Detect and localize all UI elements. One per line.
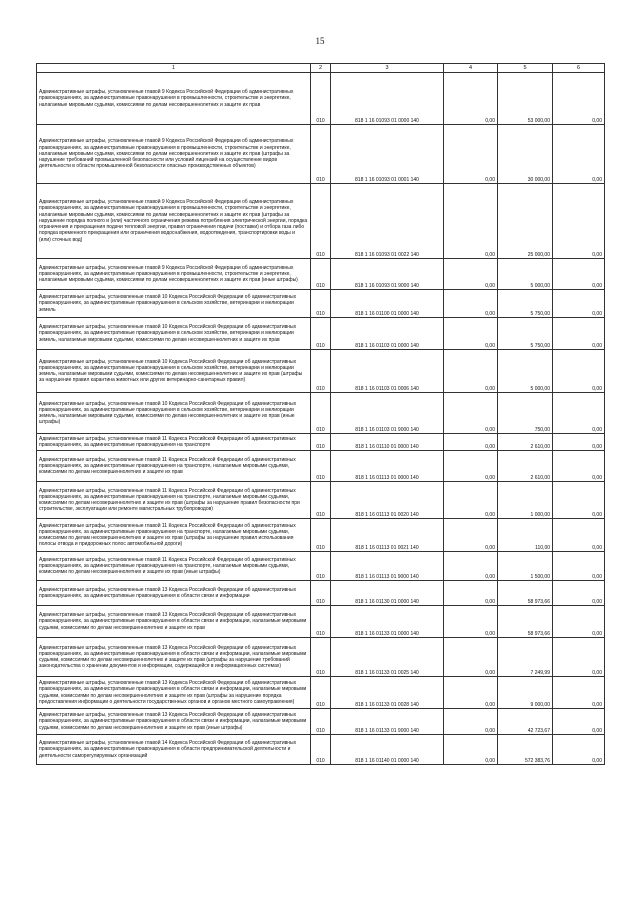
row-code: 010 xyxy=(311,434,331,451)
row-code: 010 xyxy=(311,519,331,552)
row-description: Административные штрафы, установленные главой 13 Кодекса Российской Федерации об административных правонарушениях, за административные правонарушения в области связи и информации, налагаемые мировыми судьями, комиссиями по делам несовершеннолетних и защите их прав (иные штрафы) xyxy=(37,709,311,735)
row-budget-code: 818 1 16 01133 01 0025 140 xyxy=(331,638,444,677)
row-code: 010 xyxy=(311,318,331,350)
row-budget-code: 818 1 16 01103 01 0000 140 xyxy=(331,318,444,350)
row-value-col6: 0,00 xyxy=(553,350,605,393)
row-value-col6: 0,00 xyxy=(553,677,605,709)
row-budget-code: 818 1 16 01133 01 0028 140 xyxy=(331,677,444,709)
row-value-col4: 0,00 xyxy=(444,735,498,765)
row-value-col4: 0,00 xyxy=(444,259,498,290)
table-row xyxy=(37,259,605,290)
row-value-col6: 0,00 xyxy=(553,290,605,318)
row-code: 010 xyxy=(311,393,331,434)
row-budget-code: 818 1 16 01133 01 9000 140 xyxy=(331,709,444,735)
row-budget-code: 818 1 16 01113 01 0020 140 xyxy=(331,482,444,519)
row-value-col4: 0,00 xyxy=(444,709,498,735)
row-budget-code: 818 1 16 01093 01 0000 140 xyxy=(331,73,444,125)
table-row xyxy=(37,638,605,677)
row-value-col4: 0,00 xyxy=(444,451,498,482)
row-value-col5: 2 610,00 xyxy=(498,451,553,482)
table-row xyxy=(37,318,605,350)
row-budget-code: 818 1 16 01100 01 0000 140 xyxy=(331,290,444,318)
column-header: 5 xyxy=(498,64,553,73)
row-value-col5: 5 000,00 xyxy=(498,259,553,290)
row-code: 010 xyxy=(311,638,331,677)
row-description: Административные штрафы, установленные главой 10 Кодекса Российской Федерации об административных правонарушениях, за административные правонарушения в сельском хозяйстве, ветеринарии и мелиорации земель, налагаемые мировыми судьями, комиссиями по делам несовершеннолетних и защите их прав (штрафы за нарушение правил карантина животных или других ветеринарно-санитарных правил) xyxy=(37,350,311,393)
row-budget-code: 818 1 16 01103 01 9000 140 xyxy=(331,393,444,434)
row-value-col5: 5 000,00 xyxy=(498,350,553,393)
table-row xyxy=(37,735,605,765)
row-value-col4: 0,00 xyxy=(444,350,498,393)
row-value-col6: 0,00 xyxy=(553,519,605,552)
table-row xyxy=(37,581,605,606)
row-description: Административные штрафы, установленные главой 11 Кодекса Российской Федерации об административных правонарушениях, за административные правонарушения на транспорте, налагаемые мировыми судьями, комиссиями по делам несовершеннолетних и защите их прав (штрафы за нарушение правил безопасности при строительстве, эксплуатации или ремонте магистральных трубопроводов) xyxy=(37,482,311,519)
row-value-col4: 0,00 xyxy=(444,434,498,451)
row-value-col5: 5 750,00 xyxy=(498,290,553,318)
row-code: 010 xyxy=(311,290,331,318)
row-budget-code: 818 1 16 01113 01 9000 140 xyxy=(331,552,444,581)
row-code: 010 xyxy=(311,350,331,393)
table-row xyxy=(37,290,605,318)
row-value-col6: 0,00 xyxy=(553,606,605,638)
row-description: Административные штрафы, установленные главой 11 Кодекса Российской Федерации об административных правонарушениях, за административные правонарушения на транспорте, налагаемые мировыми судьями, комиссиями по делам несовершеннолетних и защите их прав (штрафы за нарушение правил использования полосы отвода и придорожных полос автомобильной дороги) xyxy=(37,519,311,552)
row-value-col4: 0,00 xyxy=(444,519,498,552)
column-header: 2 xyxy=(311,64,331,73)
row-value-col4: 0,00 xyxy=(444,606,498,638)
row-code: 010 xyxy=(311,125,331,184)
row-value-col6: 0,00 xyxy=(553,184,605,259)
row-value-col4: 0,00 xyxy=(444,482,498,519)
table-row xyxy=(37,482,605,519)
column-header: 6 xyxy=(553,64,605,73)
row-code: 010 xyxy=(311,451,331,482)
row-code: 010 xyxy=(311,709,331,735)
row-value-col4: 0,00 xyxy=(444,290,498,318)
row-value-col6: 0,00 xyxy=(553,259,605,290)
row-value-col6: 0,00 xyxy=(553,434,605,451)
row-value-col6: 0,00 xyxy=(553,318,605,350)
row-description: Административные штрафы, установленные главой 9 Кодекса Российской Федерации об административных правонарушениях, за административные правонарушения в промышленности, строительстве и энергетике, налагаемые мировыми судьями, комиссиями по делам несовершеннолетних и защите их прав (штрафы за нарушение порядка полного и (или) частичного ограничения режима потребления электрической энергии, порядка ограничения и прекращения подачи тепловой энергии, правил ограничения подачи (поставки) и отбора газа либо порядка временного прекращения или ограничения водоснабжения, водоотведения, транспортировки воды и (или) сточных вод) xyxy=(37,184,311,259)
row-value-col5: 750,00 xyxy=(498,393,553,434)
row-value-col4: 0,00 xyxy=(444,184,498,259)
row-value-col4: 0,00 xyxy=(444,552,498,581)
row-description: Административные штрафы, установленные главой 13 Кодекса Российской Федерации об административных правонарушениях, за административные правонарушения в области связи и информации, налагаемые мировыми судьями, комиссиями по делам несовершеннолетних и защите их прав (штрафы за нарушение требований законодательства о хранении документов и информации, содержащейся в информационных системах) xyxy=(37,638,311,677)
table-row xyxy=(37,350,605,393)
row-budget-code: 818 1 16 01133 01 0000 140 xyxy=(331,606,444,638)
row-description: Административные штрафы, установленные главой 11 Кодекса Российской Федерации об административных правонарушениях, за административные правонарушения на транспорте, налагаемые мировыми судьями, комиссиями по делам несовершеннолетних и защите их прав xyxy=(37,451,311,482)
row-description: Административные штрафы, установленные главой 10 Кодекса Российской Федерации об административных правонарушениях, за административные правонарушения в сельском хозяйстве, ветеринарии и мелиорации земель xyxy=(37,290,311,318)
row-description: Административные штрафы, установленные главой 13 Кодекса Российской Федерации об административных правонарушениях, за административные правонарушения в области связи и информации xyxy=(37,581,311,606)
table-row xyxy=(37,393,605,434)
row-value-col5: 58 973,66 xyxy=(498,606,553,638)
row-code: 010 xyxy=(311,606,331,638)
row-budget-code: 818 1 16 01110 01 0000 140 xyxy=(331,434,444,451)
row-budget-code: 818 1 16 01093 01 9000 140 xyxy=(331,259,444,290)
row-budget-code: 818 1 16 01113 01 0021 140 xyxy=(331,519,444,552)
row-description: Административные штрафы, установленные главой 13 Кодекса Российской Федерации об административных правонарушениях, за административные правонарушения в области связи и информации, налагаемые мировыми судьями, комиссиями по делам несовершеннолетних и защите их прав xyxy=(37,606,311,638)
row-code: 010 xyxy=(311,184,331,259)
row-code: 010 xyxy=(311,677,331,709)
row-value-col6: 0,00 xyxy=(553,638,605,677)
row-value-col5: 1 000,00 xyxy=(498,482,553,519)
row-value-col5: 58 973,66 xyxy=(498,581,553,606)
table-row xyxy=(37,677,605,709)
row-code: 010 xyxy=(311,735,331,765)
row-value-col5: 2 610,00 xyxy=(498,434,553,451)
row-value-col4: 0,00 xyxy=(444,393,498,434)
report-table xyxy=(36,63,605,765)
row-value-col4: 0,00 xyxy=(444,318,498,350)
table-row xyxy=(37,451,605,482)
table-row xyxy=(37,434,605,451)
row-value-col5: 1 500,00 xyxy=(498,552,553,581)
row-value-col6: 0,00 xyxy=(553,482,605,519)
row-budget-code: 818 1 16 01103 01 0006 140 xyxy=(331,350,444,393)
column-header: 1 xyxy=(37,64,311,73)
row-description: Административные штрафы, установленные главой 11 Кодекса Российской Федерации об административных правонарушениях, за административные правонарушения на транспорте xyxy=(37,434,311,451)
row-budget-code: 818 1 16 01093 01 0001 140 xyxy=(331,125,444,184)
table-row xyxy=(37,709,605,735)
row-budget-code: 818 1 16 01093 01 0022 140 xyxy=(331,184,444,259)
row-code: 010 xyxy=(311,581,331,606)
table-row xyxy=(37,184,605,259)
row-value-col6: 0,00 xyxy=(553,393,605,434)
row-description: Административные штрафы, установленные главой 9 Кодекса Российской Федерации об административных правонарушениях, за административные правонарушения в промышленности, строительстве и энергетике, налагаемые мировыми судьями, комиссиями по делам несовершеннолетних и защите их прав xyxy=(37,73,311,125)
column-header: 3 xyxy=(331,64,444,73)
row-value-col6: 0,00 xyxy=(553,73,605,125)
row-description: Административные штрафы, установленные главой 9 Кодекса Российской Федерации об административных правонарушениях, за административные правонарушения в промышленности, строительстве и энергетике, налагаемые мировыми судьями, комиссиями по делам несовершеннолетних и защите их прав (штрафы за нарушение требований промышленной безопасности или условий лицензий на осуществление видов деятельности в области промышленной безопасности опасных производственных объектов) xyxy=(37,125,311,184)
row-value-col5: 53 000,00 xyxy=(498,73,553,125)
table-row xyxy=(37,125,605,184)
row-value-col5: 30 000,00 xyxy=(498,125,553,184)
row-value-col6: 0,00 xyxy=(553,451,605,482)
row-description: Административные штрафы, установленные главой 14 Кодекса Российской Федерации об административных правонарушениях, за административные правонарушения в области предпринимательской деятельности и деятельности саморегулируемых организаций xyxy=(37,735,311,765)
row-value-col6: 0,00 xyxy=(553,581,605,606)
table-row xyxy=(37,73,605,125)
row-code: 010 xyxy=(311,259,331,290)
row-value-col5: 7 249,99 xyxy=(498,638,553,677)
row-value-col4: 0,00 xyxy=(444,73,498,125)
row-value-col6: 0,00 xyxy=(553,552,605,581)
row-code: 010 xyxy=(311,482,331,519)
table-row xyxy=(37,519,605,552)
row-value-col6: 0,00 xyxy=(553,709,605,735)
row-value-col5: 9 000,00 xyxy=(498,677,553,709)
page-number: 15 xyxy=(315,36,325,46)
row-description: Административные штрафы, установленные главой 10 Кодекса Российской Федерации об административных правонарушениях, за административные правонарушения в сельском хозяйстве, ветеринарии и мелиорации земель, налагаемые мировыми судьями, комиссиями по делам несовершеннолетних и защите их прав (иные штрафы) xyxy=(37,393,311,434)
row-description: Административные штрафы, установленные главой 13 Кодекса Российской Федерации об административных правонарушениях, за административные правонарушения в области связи и информации, налагаемые мировыми судьями, комиссиями по делам несовершеннолетних и защите их прав (штрафы за нарушение порядка предоставления информации о деятельности государственных органов и органов местного самоуправления) xyxy=(37,677,311,709)
header-row xyxy=(37,64,605,73)
row-description: Административные штрафы, установленные главой 10 Кодекса Российской Федерации об административных правонарушениях, за административные правонарушения в сельском хозяйстве, ветеринарии и мелиорации земель, налагаемые мировыми судьями, комиссиями по делам несовершеннолетних и защите их прав xyxy=(37,318,311,350)
row-value-col5: 42 723,67 xyxy=(498,709,553,735)
row-budget-code: 818 1 16 01113 01 0000 140 xyxy=(331,451,444,482)
row-value-col4: 0,00 xyxy=(444,638,498,677)
column-header: 4 xyxy=(444,64,498,73)
row-value-col5: 110,00 xyxy=(498,519,553,552)
row-code: 010 xyxy=(311,73,331,125)
row-value-col5: 25 000,00 xyxy=(498,184,553,259)
row-value-col4: 0,00 xyxy=(444,677,498,709)
row-value-col6: 0,00 xyxy=(553,125,605,184)
table-row xyxy=(37,552,605,581)
row-budget-code: 818 1 16 01130 01 0000 140 xyxy=(331,581,444,606)
row-value-col5: 572 383,76 xyxy=(498,735,553,765)
row-value-col5: 5 750,00 xyxy=(498,318,553,350)
row-code: 010 xyxy=(311,552,331,581)
table-row xyxy=(37,606,605,638)
row-value-col4: 0,00 xyxy=(444,581,498,606)
row-value-col4: 0,00 xyxy=(444,125,498,184)
row-value-col6: 0,00 xyxy=(553,735,605,765)
row-description: Административные штрафы, установленные главой 9 Кодекса Российской Федерации об административных правонарушениях, за административные правонарушения в промышленности, строительстве и энергетике, налагаемые мировыми судьями, комиссиями по делам несовершеннолетних и защите их прав (иные штрафы) xyxy=(37,259,311,290)
row-budget-code: 818 1 16 01140 01 0000 140 xyxy=(331,735,444,765)
row-description: Административные штрафы, установленные главой 11 Кодекса Российской Федерации об административных правонарушениях, за административные правонарушения на транспорте, налагаемые мировыми судьями, комиссиями по делам несовершеннолетних и защите их прав (иные штрафы) xyxy=(37,552,311,581)
